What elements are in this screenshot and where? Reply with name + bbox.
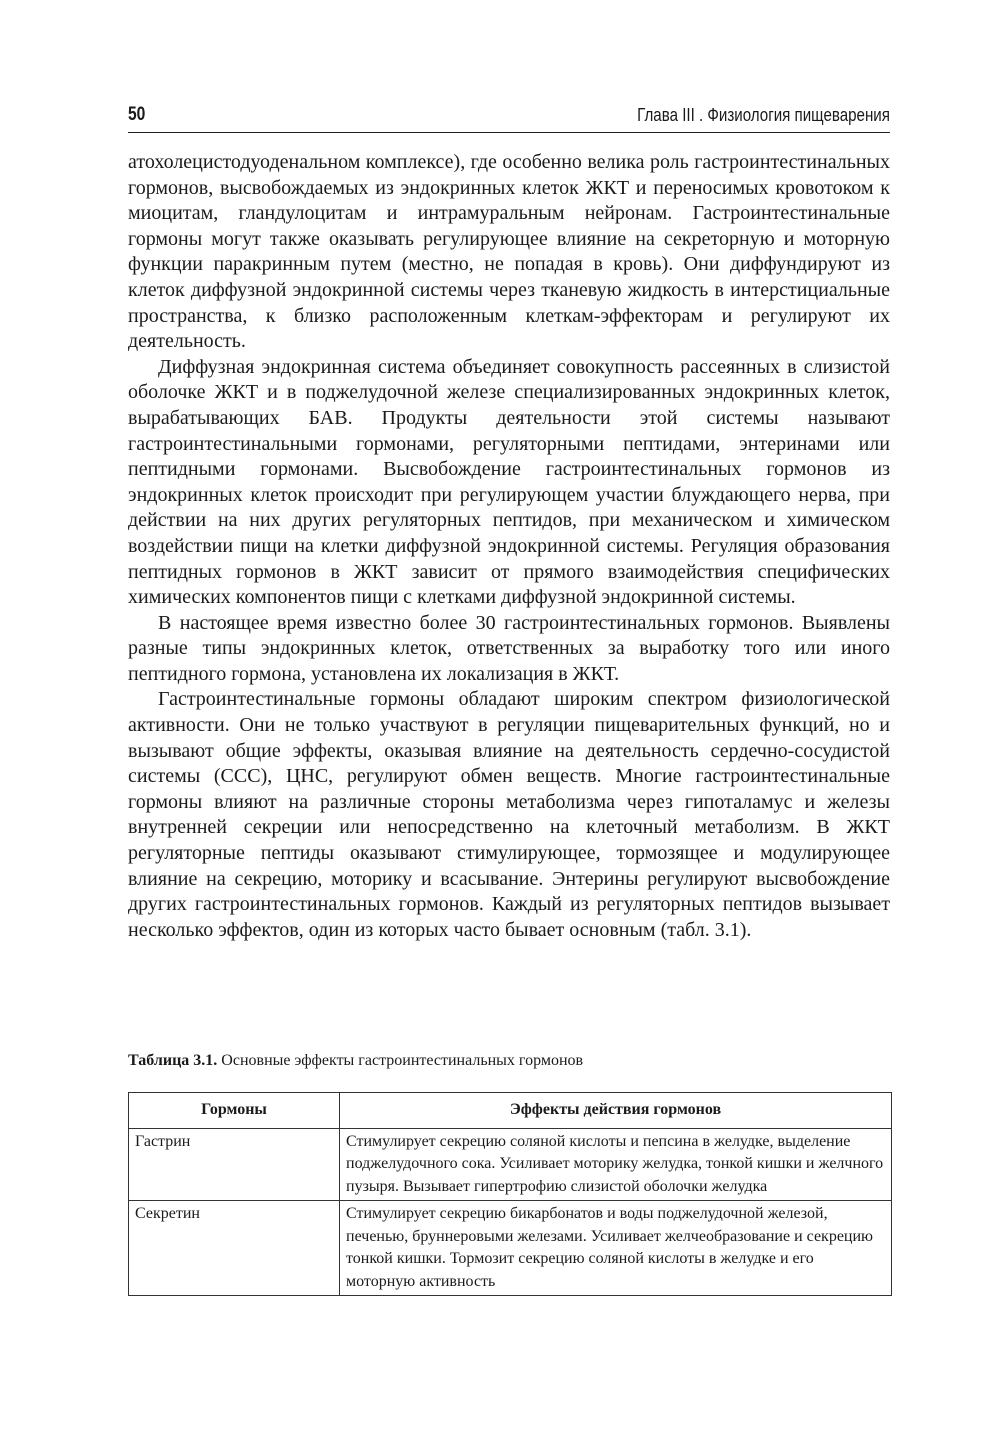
body-text (128, 150, 890, 943)
hormones-table (128, 1092, 892, 1296)
hormone-effects: Стимулирует секрецию соляной кислоты и пепсина в желудке, выделение поджелудочного сока. Усиливает моторику желудка, тонкой кишки и желчного пузыря. Вызывает гипертрофию слизистой оболочки желудка (340, 1128, 892, 1201)
table-row (129, 1128, 892, 1201)
table-caption (128, 1051, 890, 1071)
hormone-name: Гастрин (129, 1128, 340, 1201)
hormone-name: Секретин (129, 1201, 340, 1296)
paragraph: Диффузная эндокринная система объединяет совокупность рассеянных в слизистой оболочке ЖКТ и в поджелудочной железе специализированных эндокринных клеток, вырабатывающих БАВ. Продукты деятельности этой системы называют гастроинтестинальными гормонами, регуляторными пептидами, энтеринами или пептидными гормонами. Высвобождение гастроинтестинальных гормонов из эндокринных клеток происходит при регулирующем участии блуждающего нерва, при действии на них других регуляторных пептидов, при механическом и химическом воздействии пищи на клетки диффузной эндокринной системы. Регуляция образования пептидных гормонов в ЖКТ зависит от прямого взаимодействия специфических химических компонентов пищи с клетками диффузной эндокринной системы. (128, 355, 890, 609)
column-header-effects: Эффекты действия гормонов (340, 1093, 892, 1129)
table-header-row (129, 1093, 892, 1129)
hormone-effects: Стимулирует секрецию бикарбонатов и воды поджелудочной железой, печенью, бруннеровыми железами. Усиливает желчеобразование и секрецию тонкой кишки. Тормозит секрецию соляной кислоты в желудке и его моторную активность (340, 1201, 892, 1296)
chapter-title: Глава III . Физиология пищеварения (637, 105, 890, 125)
table-row (129, 1201, 892, 1296)
column-header-hormones: Гормоны (129, 1093, 340, 1129)
paragraph: В настоящее время известно более 30 гастроинтестинальных гормонов. Выявлены разные типы эндокринных клеток, ответственных за выработку того или иного пептидного гормона, установлена их локализация в ЖКТ. (128, 611, 890, 685)
table-caption-label: Таблица 3.1. (128, 1052, 218, 1069)
page-number: 50 (128, 104, 146, 125)
paragraph: Гастроинтестинальные гормоны обладают широким спектром физиологической активности. Они не только участвуют в регуляции пищеварительных функций, но и вызывают общие эффекты, оказывая влияние на деятельность сердечно-сосудистой системы (ССС), ЦНС, регулируют обмен веществ. Многие гастроинтестинальные гормоны влияют на различные стороны метаболизма через гипоталамус и железы внутренней секреции или непосредственно на клеточный метаболизм. В ЖКТ регуляторные пептиды оказывают стимулирующее, тормозящее и модулирующее влияние на секрецию, моторику и всасывание. Энтерины регулируют высвобождение других гастроинтестинальных гормонов. Каждый из регуляторных пептидов вызывает несколько эффектов, один из которых часто бывает основным (табл. 3.1). (128, 688, 890, 941)
running-header (128, 104, 890, 133)
table-caption-text: Основные эффекты гастроинтестинальных гормонов (221, 1052, 584, 1069)
paragraph: атохолецистодуоденальном комплексе), где особенно велика роль гастроинтестинальных гормонов, высвобождаемых из эндокринных клеток ЖКТ и переносимых кровотоком к миоцитам, гландулоцитам и интрамуральным нейронам. Гастроинтестинальные гормоны могут также оказывать регулирующее влияние на секреторную и моторную функции паракринным путем (местно, не попадая в кровь). Они диффундируют из клеток диффузной эндокринной системы через тканевую жидкость в интерстициальные пространства, к близко расположенным клеткам-эффекторам и регулируют их деятельность. (128, 151, 890, 353)
